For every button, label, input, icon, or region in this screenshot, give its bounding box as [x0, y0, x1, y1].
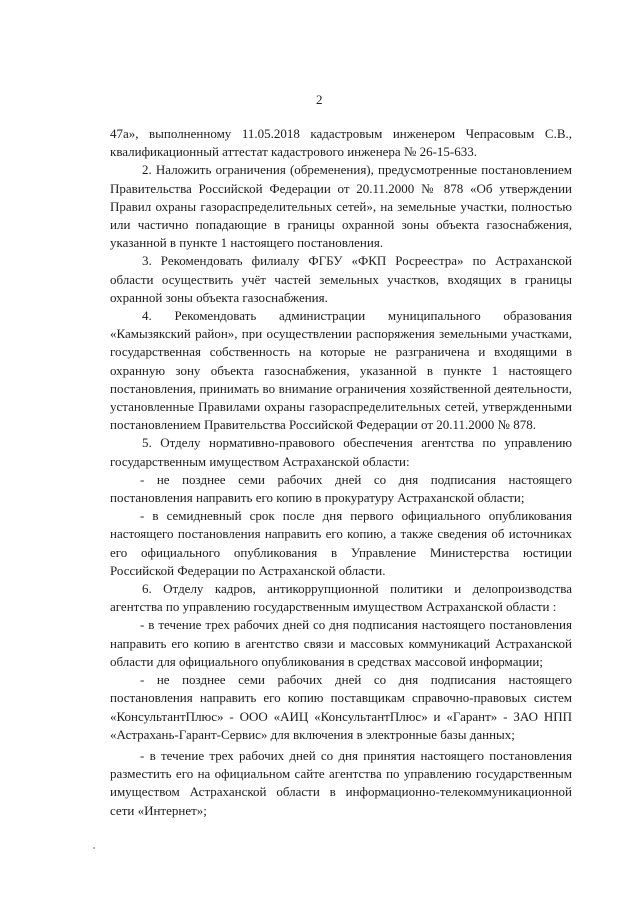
paragraph-item-3: 3. Рекомендовать филиалу ФГБУ «ФКП Росреестра» по Астраханской области осуществить учёт частей земельных участков, входящих в границы охранной зоны объекта газоснабжения.	[110, 253, 572, 305]
paragraph-item-5-bullet-1: - не позднее семи рабочих дней со дня подписания настоящего постановления направить его копию в прокуратуру Астраханской области;	[110, 471, 572, 506]
document-body	[110, 125, 572, 820]
paragraph-item-5: 5. Отделу нормативно-правового обеспечения агентства по управлению государственным имуществом Астраханской области:	[110, 435, 572, 469]
paragraph-continuation: 47а», выполненному 11.05.2018 кадастровым инженером Чепрасовым С.В., квалификационный аттестат кадастрового инженера № 26-15-633.	[110, 126, 572, 160]
paragraph-item-2: 2. Наложить ограничения (обременения), предусмотренные постановлением Правительства Российской Федерации от 20.11.2000 № 878 «Об утверждении Правил охраны газораспределительных сетей», на земельные участки, полностью или частично попадающие в границы охранной зоны объекта газоснабжения, указанной в пункте 1 настоящего постановления.	[110, 162, 572, 251]
paragraph-item-4: 4. Рекомендовать администрации муниципального образования «Камызякский район», при осуществлении распоряжения земельными участками, государственная собственность на которые не разграничена и входящими в охранную зону объекта газоснабжения, указанной в пункте 1 настоящего постановления, принимать во внимание ограничения хозяйственной деятельности, установленные Правилами охраны газораспределительных сетей, утвержденными постановлением Правительства Российской Федерации от 20.11.2000 № 878.	[110, 308, 572, 433]
page-number: 2	[316, 92, 323, 107]
paragraph-item-6-bullet-1: - в течение трех рабочих дней со дня подписания настоящего постановления направить его копию в агентство связи и массовых коммуникаций Астраханской области для официального опубликования в средствах массовой информации;	[110, 617, 572, 669]
paragraph-item-6-bullet-3: - в течение трех рабочих дней со дня принятия настоящего постановления разместить его на официальном сайте агентства по управлению государственным имуществом Астраханской области в информационно-телекоммуникационной сети «Интернет»;	[110, 747, 572, 818]
scan-speck	[93, 847, 95, 849]
paragraph-item-6: 6. Отделу кадров, антикоррупционной политики и делопроизводства агентства по управлению государственным имуществом Астраханской области :	[110, 581, 572, 615]
paragraph-item-6-bullet-2: - не позднее семи рабочих дней со дня подписания настоящего постановления направить его копию поставщикам справочно-правовых систем «КонсультантПлюс» - ООО «АИЦ «КонсультантПлюс» и «Гарант» - ЗАО НПП «Астрахань-Гарант-Сервис» для включения в электронные базы данных;	[110, 672, 572, 742]
paragraph-item-5-bullet-2: - в семидневный срок после дня первого официального опубликования настоящего постановления направить его копию, а также сведения об источниках его официального опубликования в Управление Министерства юстиции Российской Федерации по Астраханской области.	[110, 508, 572, 578]
